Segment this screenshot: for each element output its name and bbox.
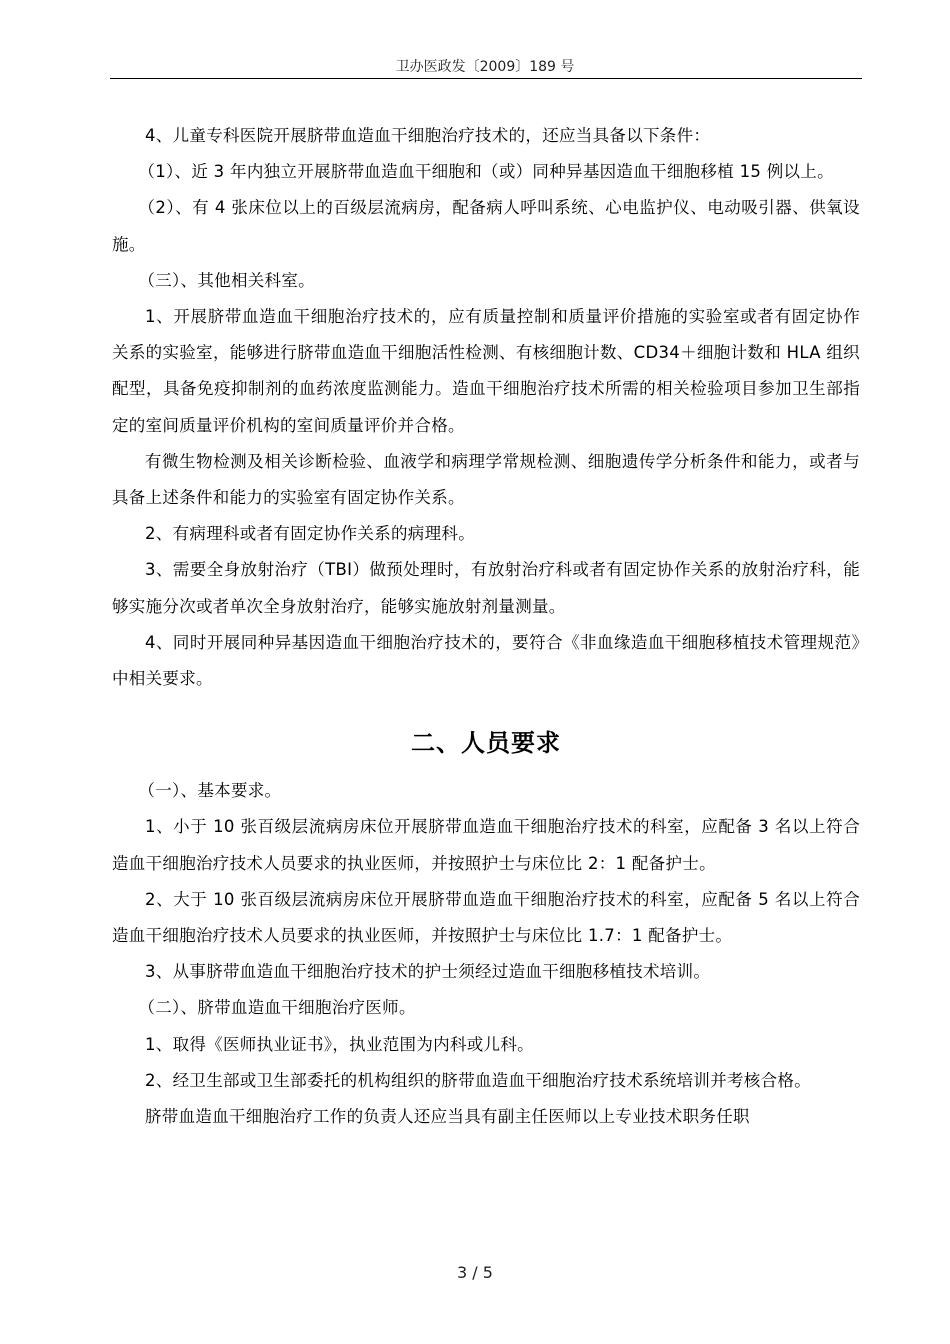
document-body [112,118,860,1135]
paragraph: （一）、基本要求。 [138,781,282,801]
paragraph: 4、同时开展同种异基因造血干细胞治疗技术的，要符合《非血缘造血干细胞移植技术管理规范》中相关要求。 [112,632,860,689]
paragraph: 3、从事脐带血造血干细胞治疗技术的护士须经过造血干细胞移植技术培训。 [145,962,711,982]
section-heading: 二、人员要求 [411,729,561,758]
paragraph: 2、大于 10 张百级层流病房床位开展脐带血造血干细胞治疗技术的科室，应配备 5 名以上符合造血干细胞治疗技术人员要求的执业医师，并按照护士与床位比 1.7：1 配备护士。 [112,889,860,946]
paragraph: 2、经卫生部或卫生部委托的机构组织的脐带血造血干细胞治疗技术系统培训并考核合格。 [145,1070,811,1090]
paragraph: （三）、其他相关科室。 [138,270,315,290]
header-divider [110,78,862,79]
paragraph: 1、取得《医师执业证书》，执业范围为内科或儿科。 [145,1034,534,1054]
paragraph: （1）、近 3 年内独立开展脐带血造血干细胞和（或）同种异基因造血干细胞移植 15 例以上。 [138,162,834,182]
paragraph: 有微生物检测及相关诊断检验、血液学和病理学常规检测、细胞遗传学分析条件和能力，或者与具备上述条件和能力的实验室有固定协作关系。 [112,451,860,508]
paragraph: 1、小于 10 张百级层流病房床位开展脐带血造血干细胞治疗技术的科室，应配备 3 名以上符合造血干细胞治疗技术人员要求的执业医师，并按照护士与床位比 2：1 配备护士。 [112,817,860,873]
page-number: 3 / 5 [457,1263,493,1282]
paragraph: 脐带血造血干细胞治疗工作的负责人还应当具有副主任医师以上专业技术职务任职 [145,1107,750,1127]
paragraph: 2、有病理科或者有固定协作关系的病理科。 [145,524,475,544]
paragraph: （二）、脐带血造血干细胞治疗医师。 [138,998,416,1018]
paragraph: （2）、有 4 张床位以上的百级层流病房，配备病人呼叫系统、心电监护仪、电动吸引器、供氧设施。 [112,198,860,254]
paragraph: 3、需要全身放射治疗（TBI）做预处理时，有放射治疗科或者有固定协作关系的放射治疗科，能够实施分次或者单次全身放射治疗，能够实施放射剂量测量。 [112,560,860,616]
paragraph: 4、儿童专科医院开展脐带血造血干细胞治疗技术的，还应当具备以下条件： [145,126,711,145]
paragraph: 1、开展脐带血造血干细胞治疗技术的，应有质量控制和质量评价措施的实验室或者有固定协作关系的实验室，能够进行脐带血造血干细胞活性检测、有核细胞计数、CD34＋细胞计数和 HLA 组织配型，具备免疫抑制剂的血药浓度监测能力。造血干细胞治疗技术所需的相关检验项目参加卫生部指定的室间质量评价机构的室间质量评价并合格。 [112,307,860,435]
document-header: 卫办医政发〔2009〕189 号 [395,59,575,75]
